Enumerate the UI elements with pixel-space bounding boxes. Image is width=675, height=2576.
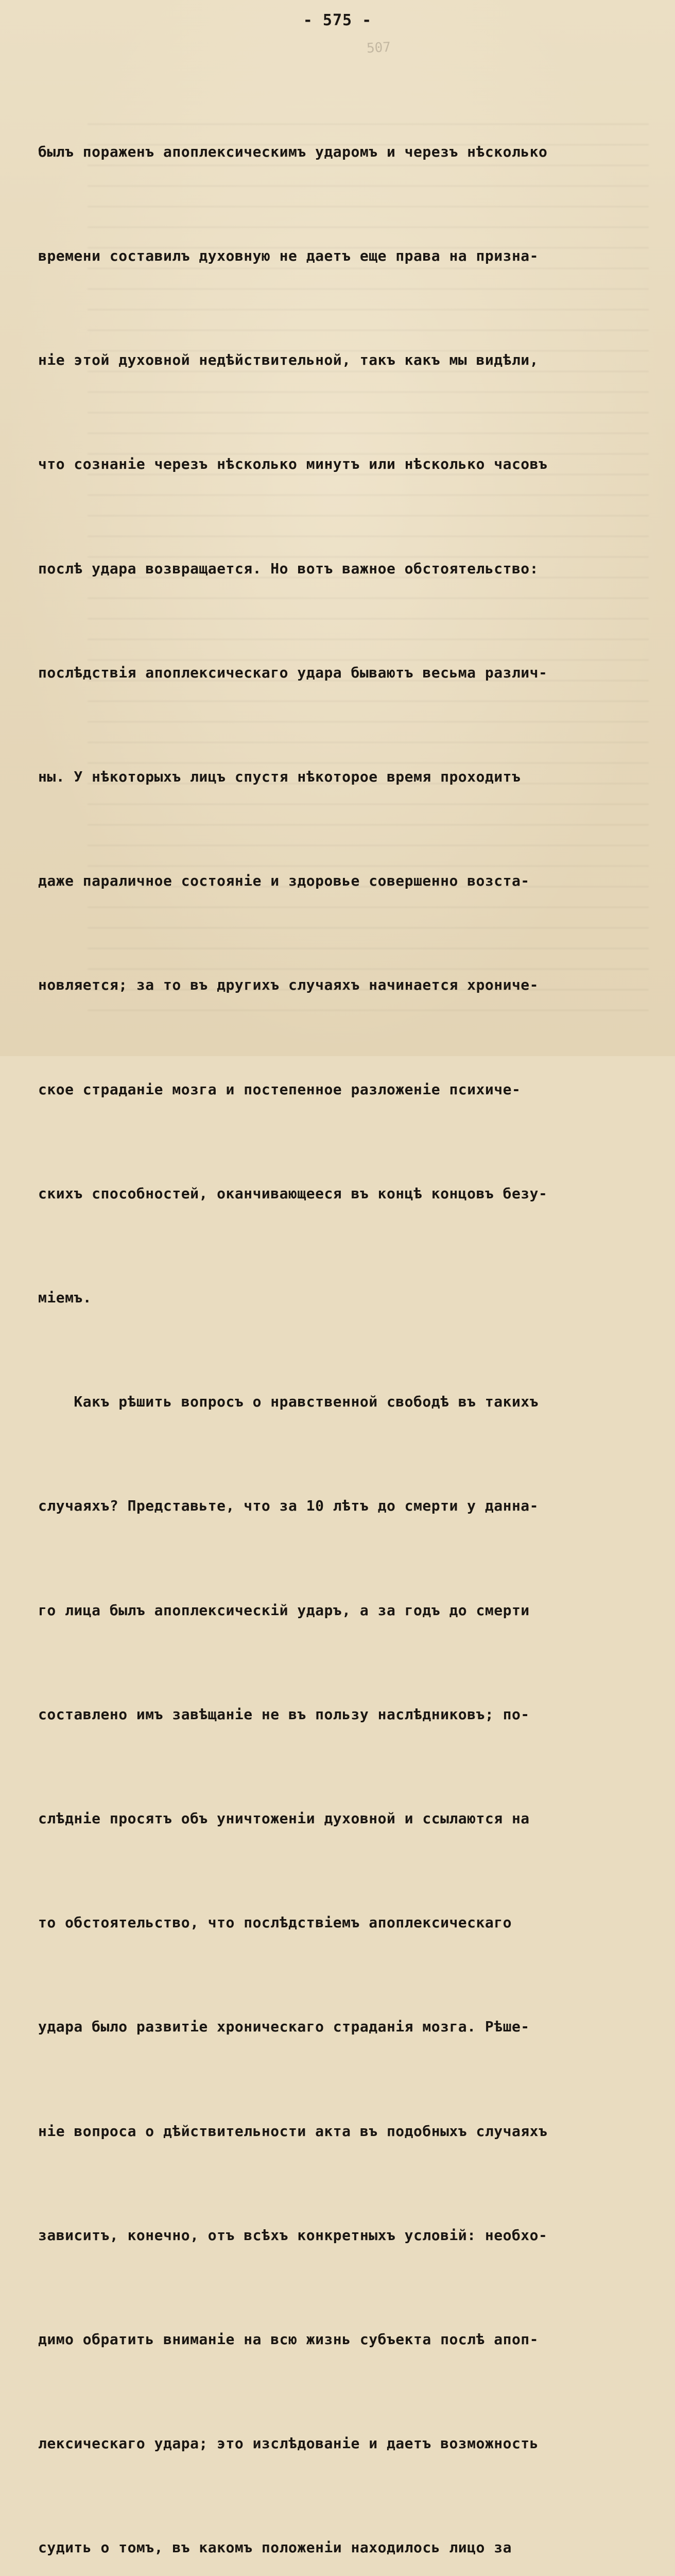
text-line: нiе этой духовной недѣйствительной, такъ какъ мы видѣли, [38, 351, 539, 369]
page-number: - 575 - [303, 11, 372, 29]
text-line: послѣ удара возвращается. Но вотъ важное обстоятельство: [38, 560, 539, 577]
body-text [38, 65, 651, 2576]
text-line: Какъ рѣшить вопросъ о нравственной свободѣ въ такихъ [38, 1393, 539, 1411]
text-line: нiе вопроса о дѣйствительности акта въ подобныхъ случаяхъ [38, 2122, 548, 2140]
text-line: новляется; за то въ другихъ случаяхъ начинается хрониче- [38, 976, 539, 994]
text-line: составлено имъ завѣщанiе не въ пользу наслѣдниковъ; по- [38, 1705, 530, 1723]
text-line: даже параличное состоянiе и здоровье совершенно возста- [38, 872, 530, 890]
text-line: времени составилъ духовную не даетъ еще права на призна- [38, 247, 539, 265]
text-line: то обстоятельство, что послѣдствiемъ апоплексическаго [38, 1914, 512, 1931]
text-line: слѣднiе просятъ объ уничтоженiи духовной и ссылаются на [38, 1810, 530, 1827]
text-line: мiемъ. [38, 1289, 92, 1307]
faded-stamp-number: 507 [366, 39, 391, 57]
text-line: удара было развитiе хроническаго страданiя мозга. Рѣше- [38, 2018, 530, 2036]
text-line: послѣдствiя апоплексическаго удара бываютъ весьма различ- [38, 664, 548, 681]
text-line: ское страданiе мозга и постепенное разложенiе психиче- [38, 1080, 521, 1098]
text-line: былъ пораженъ апоплексическимъ ударомъ и черезъ нѣсколько [38, 143, 548, 160]
text-line: случаяхъ? Представьте, что за 10 лѣтъ до смерти у данна- [38, 1497, 539, 1515]
text-line: скихъ способностей, оканчивающееся въ концѣ концовъ безу- [38, 1184, 548, 1202]
text-line: что сознанiе черезъ нѣсколько минутъ или нѣсколько часовъ [38, 455, 548, 473]
text-line: судить о томъ, въ какомъ положенiи находилось лицо за [38, 2539, 512, 2556]
text-line: ны. У нѣкоторыхъ лицъ спустя нѣкоторое время проходитъ [38, 768, 521, 786]
text-line: го лица былъ апоплексическiй ударъ, а за годъ до смерти [38, 1601, 530, 1619]
text-line: димо обратить вниманiе на всю жизнь субъекта послѣ апоп- [38, 2331, 539, 2348]
text-line: зависитъ, конечно, отъ всѣхъ конкретныхъ условiй: необхо- [38, 2226, 548, 2244]
text-line: лексическаго удара; это изслѣдованiе и даетъ возможность [38, 2435, 539, 2452]
